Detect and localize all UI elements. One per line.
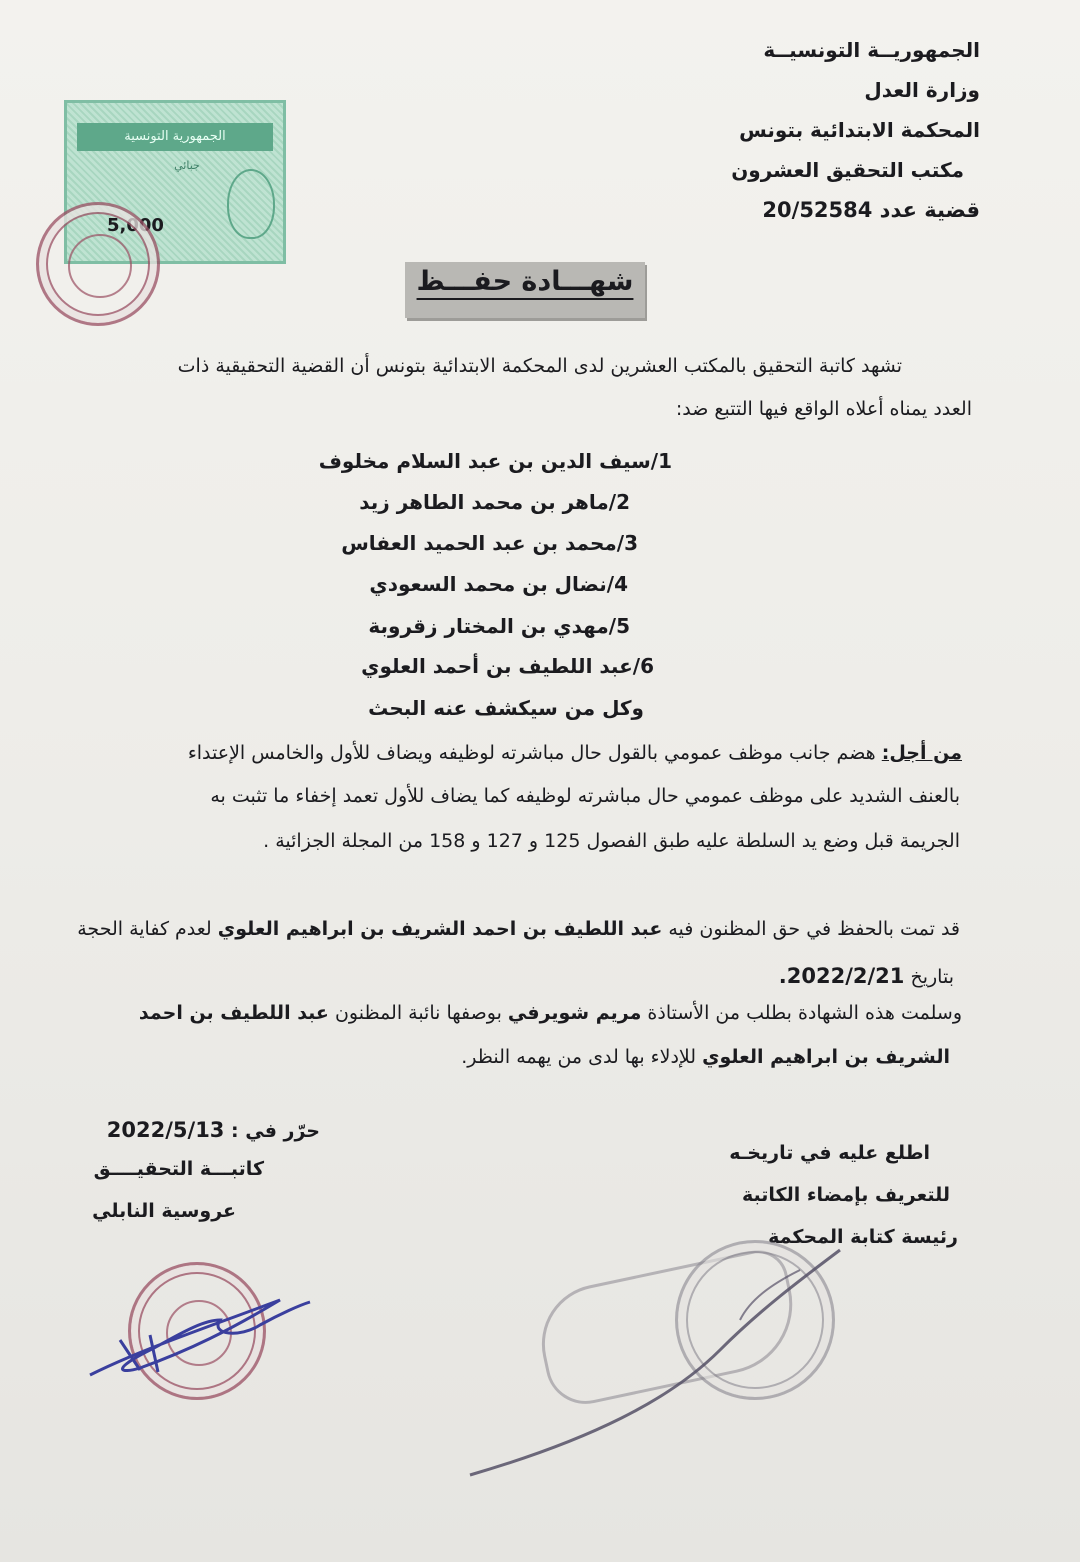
attestation-line-3: رئيسة كتابة المحكمة <box>768 1226 958 1248</box>
decision-date-label: بتاريخ <box>910 966 954 988</box>
delivery-line-1 <box>139 1002 962 1024</box>
delivery-line-2 <box>461 1046 950 1068</box>
fiscal-stamp-label: جبائي <box>174 159 200 172</box>
delivery-name-1: عبد اللطيف بن احمد <box>138 1002 329 1024</box>
fiscal-stamp-country: الجمهورية التونسية <box>77 123 273 151</box>
accused-item-4: 4/نضال بن محمد السعودي <box>369 572 628 596</box>
header-country: الجمهوريــة التونسيــة <box>763 38 980 62</box>
header-ministry: وزارة العدل <box>864 78 980 102</box>
issued-on-line <box>107 1118 320 1142</box>
accused-item-3: 3/محمد بن عبد الحميد العفاس <box>341 531 638 555</box>
header-office: مكتب التحقيق العشرون <box>731 158 964 182</box>
decision-pre: قد تمت بالحفظ في حق المظنون فيه <box>668 918 960 940</box>
delivery-pre: وسلمت هذه الشهادة بطلب من الأستاذة <box>647 1002 962 1024</box>
document-header <box>580 30 980 230</box>
clerk-role: كاتبـــة التحقيــــق <box>93 1158 264 1180</box>
decision-line-1 <box>77 918 960 940</box>
decision-post: لعدم كفاية الحجة <box>77 918 212 940</box>
decision-line-2 <box>779 964 954 988</box>
header-case-number: قضية عدد 20/52584 <box>762 198 980 222</box>
issued-on-label: حرّر في : <box>231 1120 320 1142</box>
charges-label: من أجل: <box>881 742 962 764</box>
delivery-post: للإدلاء بها لدى من يهمه النظر. <box>461 1046 697 1068</box>
document-title: شهـــادة حفـــظ <box>416 266 634 297</box>
accused-item-2: 2/ماهر بن محمد الطاهر زيد <box>359 490 630 514</box>
chief-clerk-signature <box>440 1240 860 1490</box>
accused-item-5: 5/مهدي بن المختار زقروبة <box>368 614 630 638</box>
charges-line-1 <box>188 742 962 764</box>
decision-name: عبد اللطيف بن احمد الشريف بن ابراهيم العلوي <box>217 918 663 940</box>
attestation-line-1: اطلع عليه في تاريخـه <box>729 1142 930 1164</box>
header-court: المحكمة الابتدائية بتونس <box>739 118 980 142</box>
accused-item-6: 6/عبد اللطيف بن أحمد العلوي <box>361 654 654 678</box>
clerk-name: عروسية النابلي <box>92 1200 236 1222</box>
decision-date: 2022/2/21. <box>778 964 905 988</box>
attestation-line-2: للتعريف بإمضاء الكاتبة <box>741 1184 950 1206</box>
charges-text-1: هضم جانب موظف عمومي بالقول حال مباشرته لوظيفه ويضاف للأول والخامس الإعتداء <box>187 742 876 764</box>
accused-item-7: وكل من سيكشف عنه البحث <box>368 696 644 720</box>
charges-line-2: بالعنف الشديد على موظف عمومي حال مباشرته لوظيفه كما يضاف للأول تعمد إخفاء ما تثبت به <box>210 785 960 807</box>
charges-line-3: الجريمة قبل وضع يد السلطة عليه طبق الفصول 125 و 127 و 158 من المجلة الجزائية . <box>263 830 960 852</box>
issued-on-date: 2022/5/13 <box>106 1118 225 1142</box>
delivery-mid: بوصفها نائبة المظنون <box>334 1002 502 1024</box>
intro-line-1: تشهد كاتبة التحقيق بالمكتب العشرين لدى المحكمة الابتدائية بتونس أن القضية التحقيقية ذات <box>177 355 902 377</box>
intro-line-2: العدد يمناه أعلاه الواقع فيها التتبع ضد: <box>675 398 972 420</box>
coat-of-arms-icon <box>227 169 275 239</box>
fiscal-stamp-amount: 5,000 <box>107 215 164 236</box>
delivery-name-2: الشريف بن ابراهيم العلوي <box>702 1046 950 1068</box>
accused-item-1: 1/سيف الدين بن عبد السلام مخلوف <box>318 449 672 473</box>
court-seal-top-inner <box>68 234 132 298</box>
delivery-lawyer: مريم شويرفي <box>507 1002 642 1024</box>
clerk-signature <box>80 1280 320 1400</box>
